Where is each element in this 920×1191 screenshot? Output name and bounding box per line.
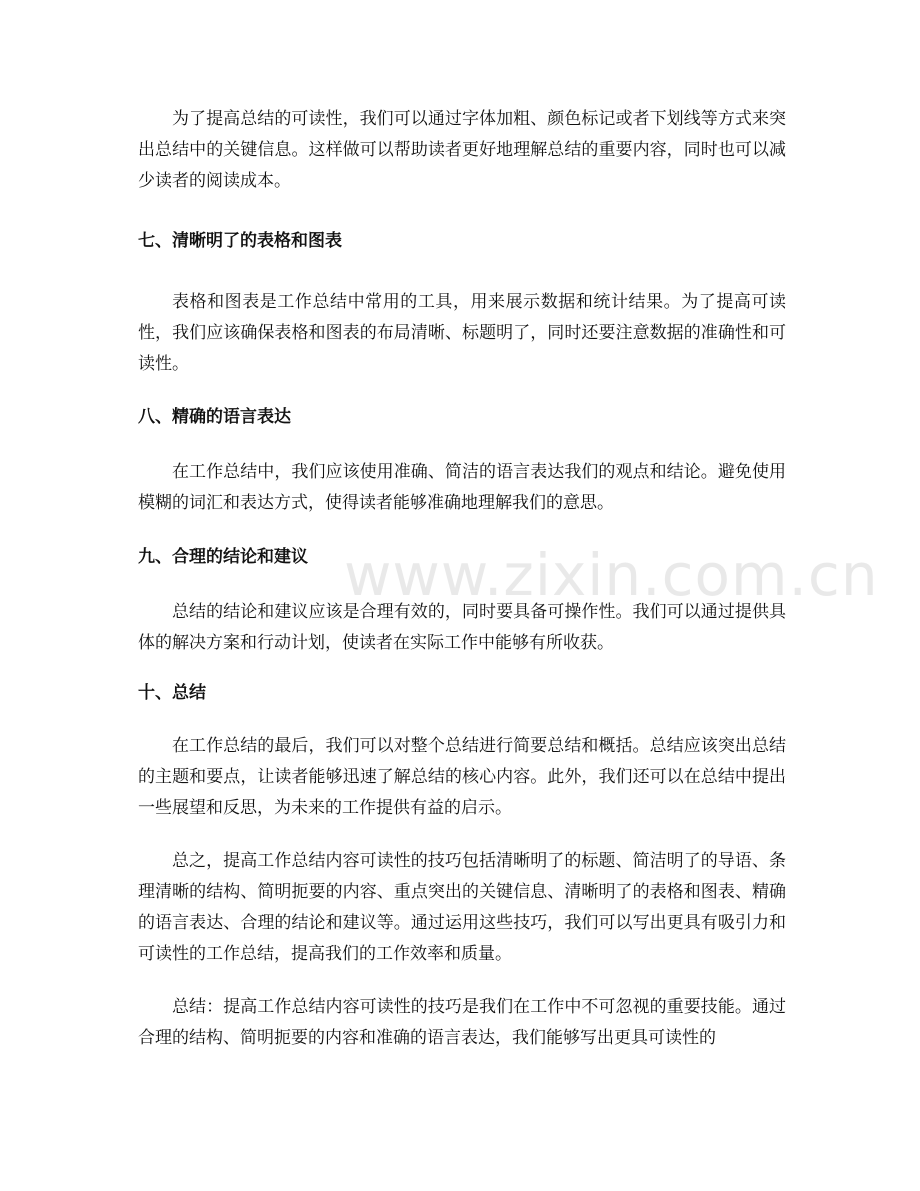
paragraph-conclusions: 总结的结论和建议应该是合理有效的，同时要具备可操作性。我们可以通过提供具体的解决方案和行动计划，使读者在实际工作中能够有所收获。 xyxy=(138,602,786,653)
watermark-text: www.zixin.com.cn xyxy=(344,541,879,609)
paragraph-tables-charts: 表格和图表是工作总结中常用的工具，用来展示数据和统计结果。为了提高可读性，我们应该确保表格和图表的布局清晰、标题明了，同时还要注意数据的准确性和可读性。 xyxy=(138,292,786,374)
section-heading-8: 八、精确的语言表达 xyxy=(138,407,291,427)
paragraph-summary: 在工作总结的最后，我们可以对整个总结进行简要总结和概括。总结应该突出总结的主题和要点，让读者能够迅速了解总结的核心内容。此外，我们还可以在总结中提出一些展望和反思，为未来的工作提供有益的启示。 xyxy=(138,736,786,818)
section-heading-10: 十、总结 xyxy=(138,683,206,703)
paragraph-key-info: 为了提高总结的可读性，我们可以通过字体加粗、颜色标记或者下划线等方式来突出总结中的关键信息。这样做可以帮助读者更好地理解总结的重要内容，同时也可以减少读者的阅读成本。 xyxy=(138,109,786,191)
paragraph-recap: 总之，提高工作总结内容可读性的技巧包括清晰明了的标题、简洁明了的导语、条理清晰的结构、简明扼要的内容、重点突出的关键信息、清晰明了的表格和图表、精确的语言表达、合理的结论和建议等。通过运用这些技巧，我们可以写出更具有吸引力和可读性的工作总结，提高我们的工作效率和质量。 xyxy=(138,851,786,964)
section-heading-9: 九、合理的结论和建议 xyxy=(138,547,308,567)
paragraph-language: 在工作总结中，我们应该使用准确、简洁的语言表达我们的观点和结论。避免使用模糊的词汇和表达方式，使得读者能够准确地理解我们的意思。 xyxy=(138,462,786,513)
section-heading-7: 七、清晰明了的表格和图表 xyxy=(138,231,342,251)
paragraph-final: 总结：提高工作总结内容可读性的技巧是我们在工作中不可忽视的重要技能。通过合理的结构、简明扼要的内容和准确的语言表达，我们能够写出更具可读性的 xyxy=(138,997,786,1048)
